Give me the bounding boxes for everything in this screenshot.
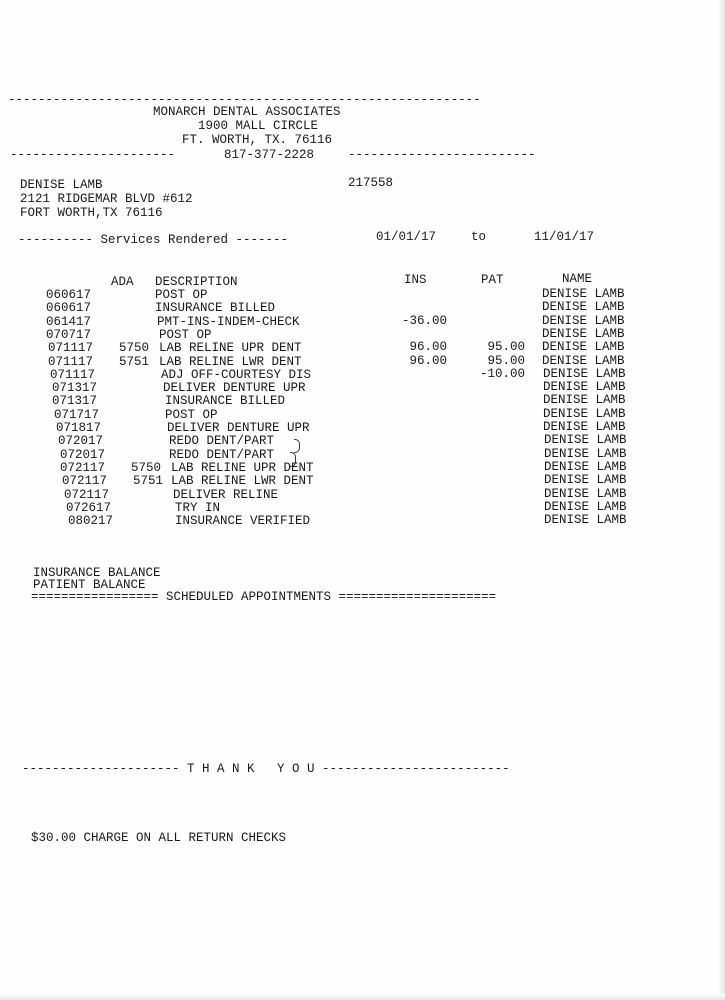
row-description: LAB RELINE LWR DENT (159, 354, 302, 369)
row-patient-name: DENISE LAMB (544, 473, 627, 488)
row-date: 072117 (64, 487, 110, 502)
page-edge-shadow (719, 0, 725, 1000)
row-date: 071317 (52, 394, 98, 409)
row-description: LAB RELINE LWR DENT (171, 474, 314, 489)
row-description: INSURANCE BILLED (155, 301, 276, 316)
row-description: PMT-INS-INDEM-CHECK (157, 314, 300, 329)
col-header-description: DESCRIPTION (155, 275, 238, 289)
row-patient-name: DENISE LAMB (543, 406, 626, 421)
row-date: 072117 (60, 460, 106, 475)
row-description: INSURANCE VERIFIED (175, 514, 311, 529)
col-header-ins: INS (404, 273, 427, 287)
patient-street: 2121 RIDGEMAR BLVD #612 (20, 192, 193, 206)
row-patient-name: DENISE LAMB (544, 446, 627, 461)
row-date: 071117 (48, 341, 94, 356)
row-patient-name: DENISE LAMB (543, 366, 626, 381)
patient-name: DENISE LAMB (20, 178, 103, 192)
row-description: POST OP (159, 327, 212, 342)
row-ada-code: 5751 (119, 354, 150, 369)
row-patient-name: DENISE LAMB (543, 380, 626, 395)
period-to-word: to (471, 230, 487, 244)
row-date: 060617 (46, 301, 92, 316)
row-date: 072017 (58, 434, 104, 449)
row-pat-amount: -10.00 (479, 366, 525, 381)
header-rule-top: --------------------------------------------------------------- (8, 93, 481, 107)
col-header-name: NAME (562, 272, 593, 286)
row-ins-amount: -36.00 (401, 313, 447, 328)
patient-city: FORT WORTH,TX 76116 (20, 206, 163, 220)
return-check-notice: $30.00 CHARGE ON ALL RETURN CHECKS (31, 831, 287, 845)
row-description: DELIVER RELINE (173, 487, 279, 502)
appointments-rule: ================= SCHEDULED APPOINTMENTS ===================== (31, 590, 497, 604)
practice-city: FT. WORTH, TX. 76116 (182, 133, 333, 147)
row-description: DELIVER DENTURE UPR (163, 381, 306, 396)
row-description: INSURANCE BILLED (165, 394, 286, 409)
row-ada-code: 5750 (131, 460, 162, 475)
row-description: POST OP (155, 288, 208, 302)
insurance-balance-label: INSURANCE BALANCE (33, 566, 161, 580)
row-date: 072117 (62, 474, 108, 489)
page-bottom-shadow (0, 994, 725, 1000)
row-pat-amount: 95.00 (487, 340, 525, 355)
row-description: LAB RELINE UPR DENT (159, 341, 302, 356)
row-ada-code: 5750 (119, 341, 150, 356)
row-patient-name: DENISE LAMB (544, 486, 627, 501)
col-header-pat: PAT (481, 273, 504, 287)
row-description: LAB RELINE UPR DENT (171, 460, 314, 475)
row-patient-name: DENISE LAMB (542, 287, 625, 301)
patient-balance-label: PATIENT BALANCE (33, 578, 146, 592)
row-date: 060617 (46, 288, 92, 302)
practice-name: MONARCH DENTAL ASSOCIATES (153, 105, 341, 119)
row-pat-amount: 95.00 (487, 353, 525, 368)
period-to: 11/01/17 (534, 230, 595, 244)
row-ada-code: 5751 (133, 474, 164, 489)
row-ins-amount: 96.00 (409, 340, 447, 355)
row-date: 070717 (46, 327, 92, 342)
handwritten-bracket (294, 439, 300, 453)
row-description: DELIVER DENTURE UPR (167, 421, 310, 435)
row-patient-name: DENISE LAMB (544, 499, 627, 514)
row-description: ADJ OFF-COURTESY DIS (161, 367, 312, 382)
row-date: 061417 (46, 314, 92, 329)
practice-address: 1900 MALL CIRCLE (198, 119, 319, 133)
row-description: REDO DENT/PART (169, 434, 275, 449)
row-patient-name: DENISE LAMB (542, 353, 625, 368)
handwritten-bracket (290, 452, 296, 467)
row-ins-amount: 96.00 (409, 353, 447, 368)
thank-you-line: --------------------- T H A N K Y O U ------------------------- (22, 762, 510, 776)
row-patient-name: DENISE LAMB (544, 433, 627, 448)
row-description: TRY IN (175, 500, 221, 515)
row-patient-name: DENISE LAMB (544, 513, 627, 528)
row-patient-name: DENISE LAMB (542, 340, 625, 355)
row-description: POST OP (165, 407, 218, 422)
row-date: 071117 (50, 367, 96, 382)
row-patient-name: DENISE LAMB (544, 459, 627, 474)
practice-phone: 817-377-2228 (224, 148, 315, 162)
row-patient-name: DENISE LAMB (542, 313, 625, 328)
row-patient-name: DENISE LAMB (543, 393, 626, 408)
col-header-ada: ADA (111, 275, 134, 289)
header-rule-left: ---------------------- (10, 148, 176, 162)
row-date: 071817 (56, 421, 102, 435)
row-patient-name: DENISE LAMB (542, 326, 625, 341)
period-from: 01/01/17 (376, 230, 437, 244)
account-number: 217558 (348, 176, 394, 190)
services-heading: ---------- Services Rendered ------- (18, 233, 289, 247)
row-date: 072017 (60, 447, 106, 462)
row-patient-name: DENISE LAMB (543, 420, 626, 434)
row-date: 071317 (52, 381, 98, 396)
header-rule-right: ------------------------- (348, 148, 536, 162)
row-date: 080217 (68, 514, 114, 529)
row-patient-name: DENISE LAMB (542, 300, 625, 315)
row-description: REDO DENT/PART (169, 447, 275, 462)
row-date: 072617 (66, 500, 112, 515)
row-date: 071717 (54, 407, 100, 422)
row-date: 071117 (48, 354, 94, 369)
